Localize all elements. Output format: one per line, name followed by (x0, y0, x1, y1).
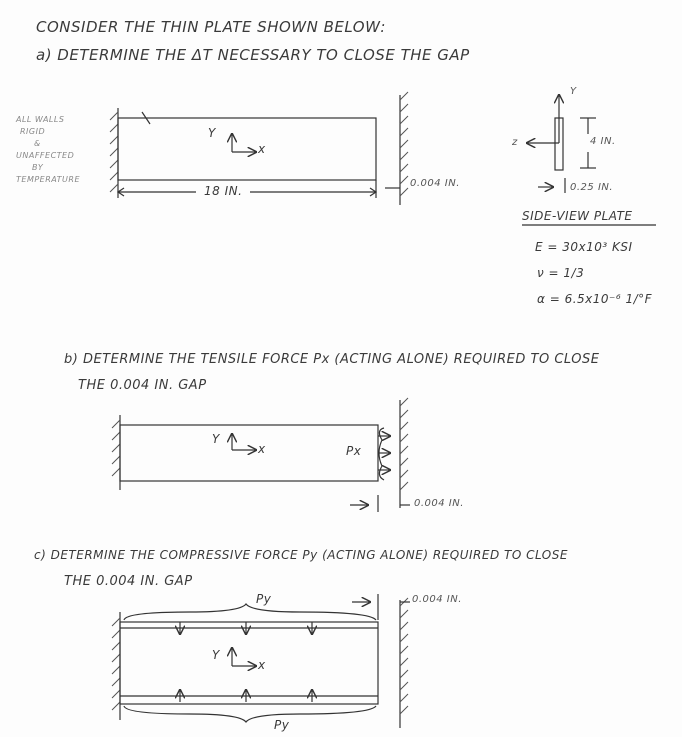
right-wall-hatch-a (400, 92, 408, 196)
axis-y-label-a: Y (208, 126, 216, 140)
force-py-bottom-label: Py (274, 718, 290, 732)
wall-note-line: BY (32, 163, 44, 172)
part-c-line-2: THE 0.004 IN. GAP (64, 574, 193, 589)
prop-poisson: ν = 1/3 (537, 266, 585, 280)
header-line-1: CONSIDER THE THIN PLATE SHOWN BELOW: (36, 18, 386, 36)
force-px-label: Px (346, 444, 362, 458)
left-wall-hatch-b (112, 420, 120, 476)
axis-y-label-b: Y (212, 432, 220, 446)
wall-note (16, 114, 80, 186)
axis-x-label-b: x (258, 442, 266, 456)
side-thickness-label: 0.25 IN. (570, 182, 614, 193)
wall-note-line: RIGID (20, 127, 46, 136)
axis-x-label-a: x (258, 142, 266, 156)
prop-thermal-coef: α = 6.5x10⁻⁶ 1/°F (537, 292, 653, 306)
wall-note-line: TEMPERATURE (16, 175, 81, 184)
wall-note-line: UNAFFECTED (16, 151, 75, 160)
wall-note-line: ALL WALLS (16, 115, 65, 124)
length-label: 18 IN. (204, 184, 243, 198)
plate-outline-c (120, 622, 378, 704)
gap-label-b: 0.004 IN. (414, 498, 464, 509)
right-wall-hatch-b (400, 398, 408, 490)
side-view-drawing (522, 95, 656, 225)
bottom-brace (124, 706, 376, 722)
axis-y-label-c: Y (212, 648, 220, 662)
axis-x-label-c: x (258, 658, 266, 672)
gap-label-c: 0.004 IN. (412, 594, 462, 605)
plate-outline-a (118, 118, 376, 180)
prop-modulus: E = 30x10³ KSI (535, 240, 633, 254)
top-brace (124, 604, 376, 620)
gap-label-a: 0.004 IN. (410, 178, 460, 189)
part-b-line-2: THE 0.004 IN. GAP (78, 378, 207, 393)
plate-outline-b (120, 425, 378, 481)
side-y-label: Y (570, 86, 577, 97)
left-wall-hatch-c (112, 618, 120, 710)
part-c-line-1: c) DETERMINE THE COMPRESSIVE FORCE Py (ACTING ALONE) REQUIRED TO CLOSE (34, 548, 568, 562)
part-b-line-1: b) DETERMINE THE TENSILE FORCE Px (ACTING ALONE) REQUIRED TO CLOSE (64, 352, 600, 367)
wall-note-line: & (34, 139, 41, 148)
side-z-label: z (512, 137, 518, 148)
force-py-top-label: Py (256, 592, 272, 606)
left-wall-hatch-a (110, 112, 118, 192)
side-view-title: SIDE-VIEW PLATE (522, 209, 633, 223)
right-wall-hatch-c (400, 598, 408, 714)
header-line-2: a) DETERMINE THE ΔT NECESSARY TO CLOSE THE GAP (36, 46, 470, 64)
side-height-label: 4 IN. (590, 136, 616, 147)
